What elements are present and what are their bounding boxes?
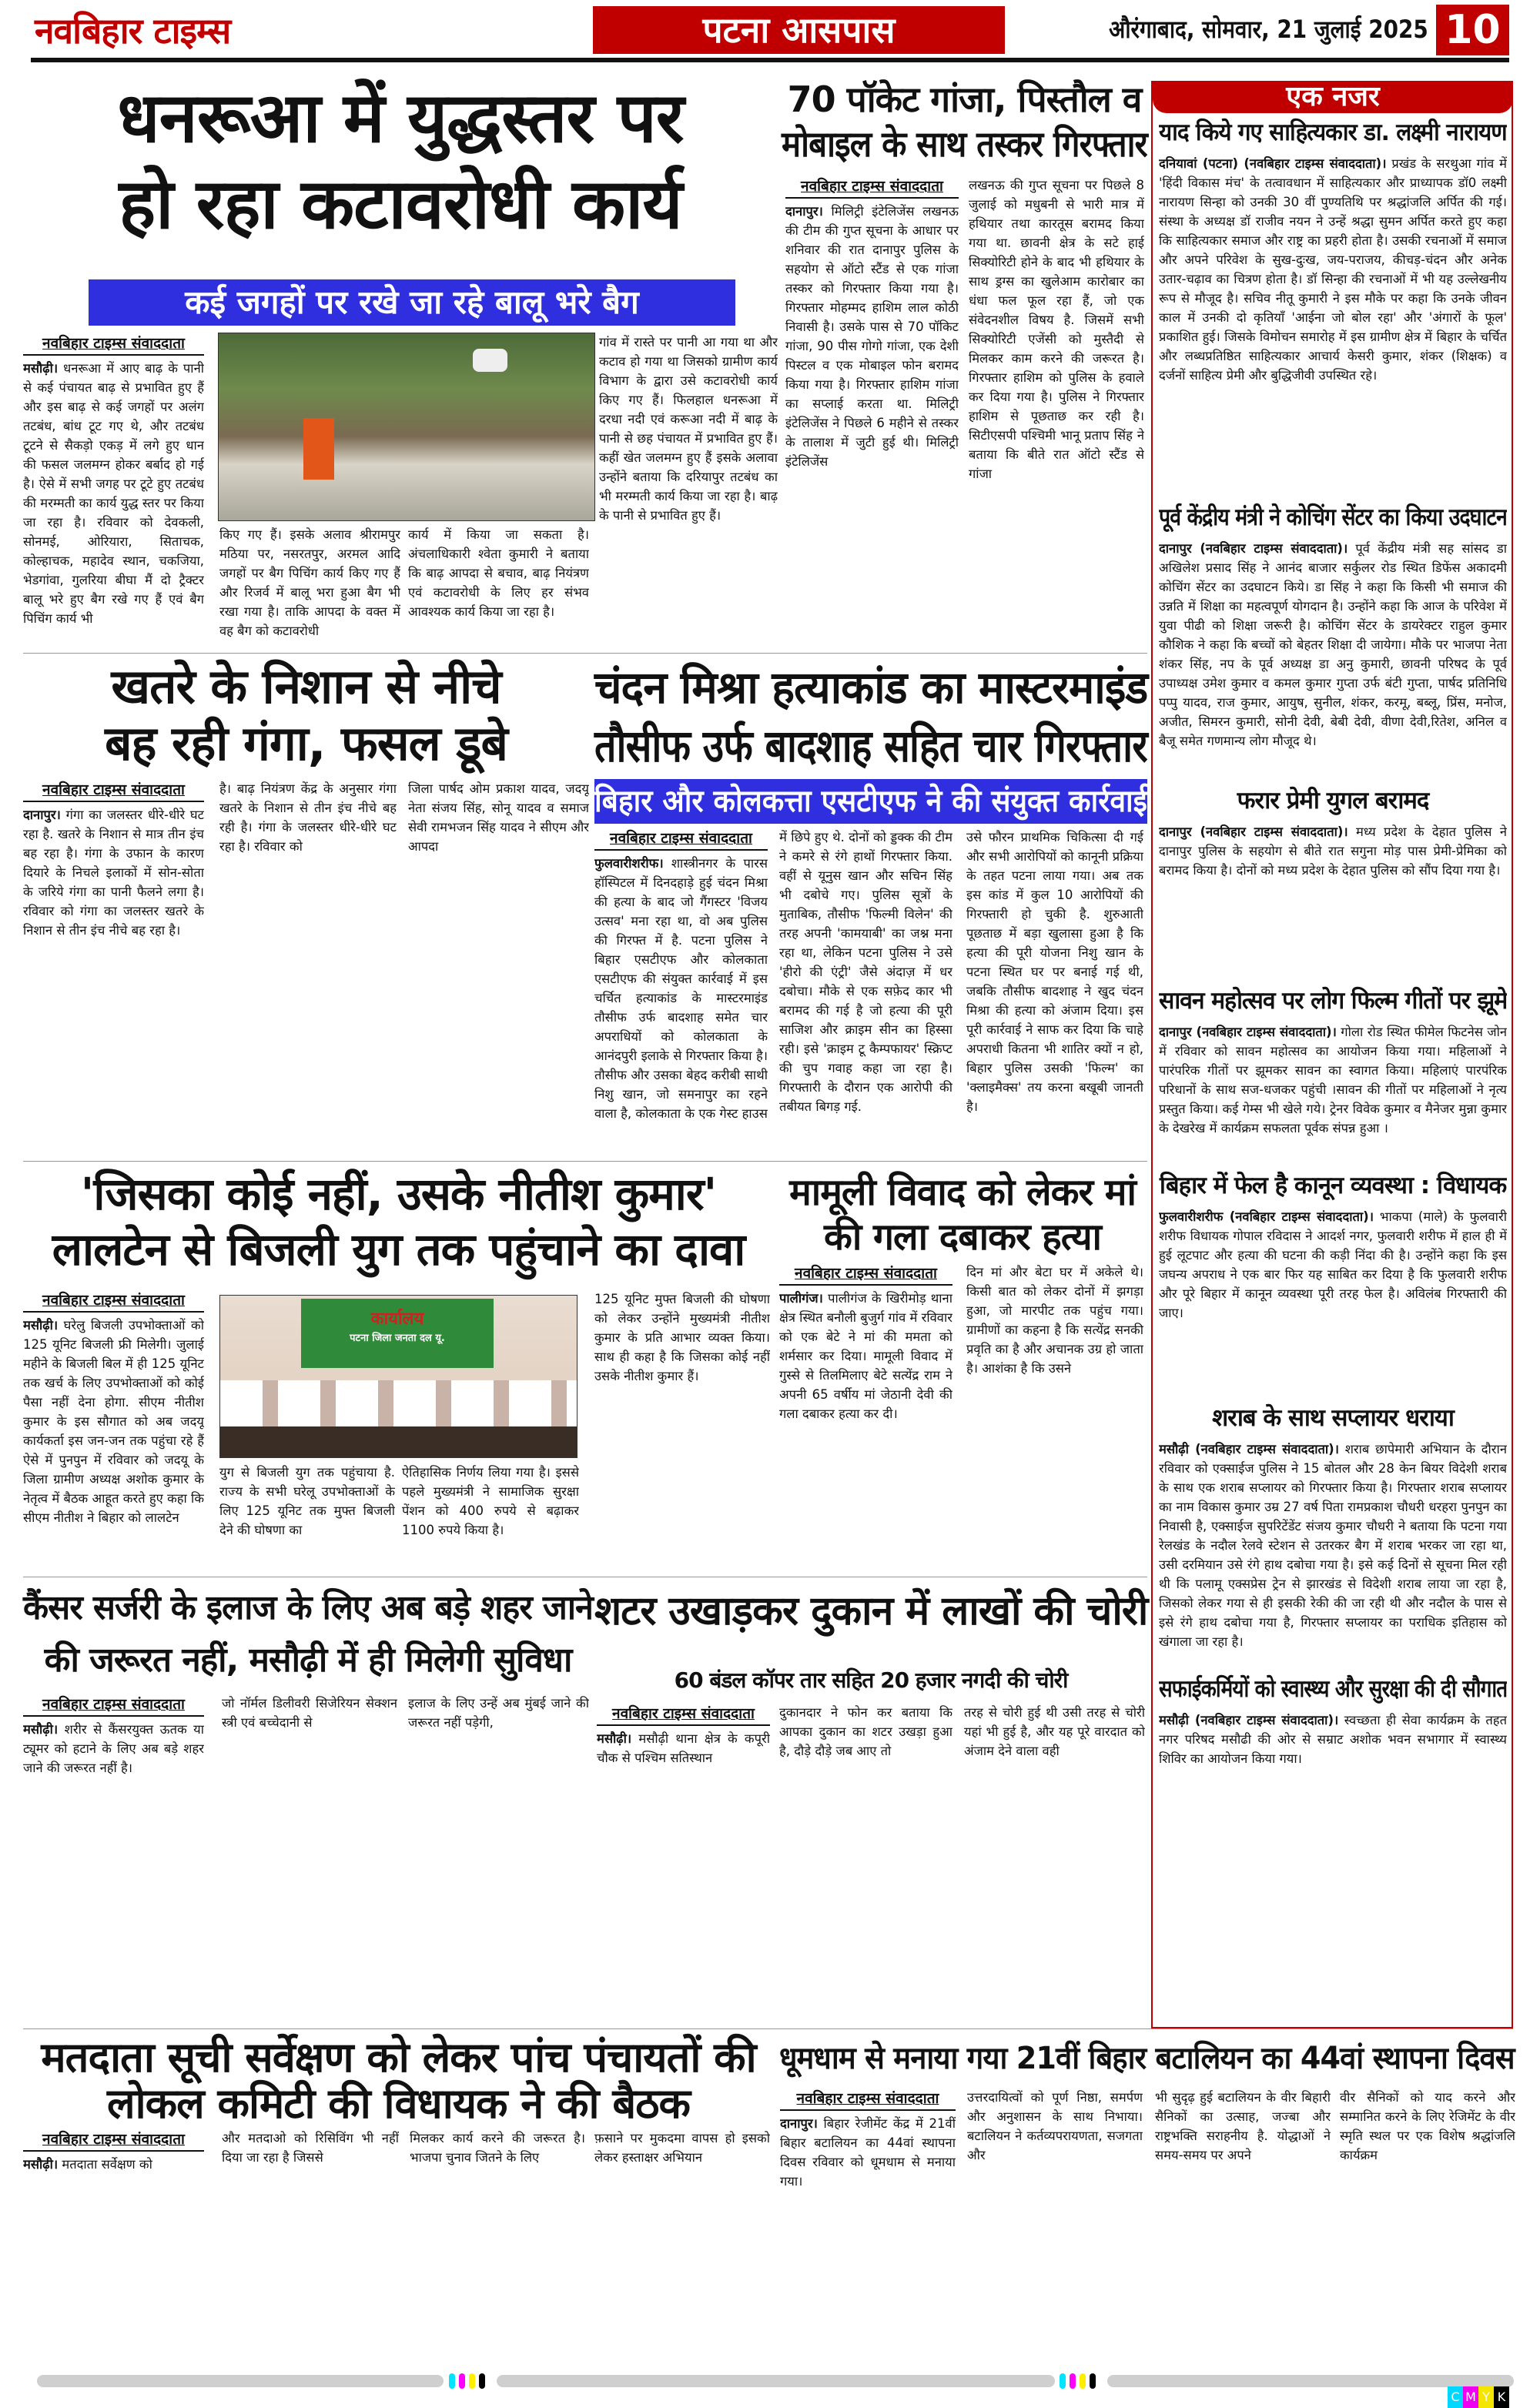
story-body — [1159, 1022, 1507, 1138]
cyan-mark — [449, 2373, 455, 2389]
dateline: मसौढ़ी (नवबिहार टाइम्स संवाददाता)। — [1159, 1713, 1339, 1727]
dateline: दानापुर (नवबिहार टाइम्स संवाददाता)। — [1159, 824, 1348, 839]
headline-line: धनरूआ में युद्धस्तर पर — [117, 78, 684, 159]
body-text: प्रखंड के सरथुआ गांव में 'हिंदी विकास मंच' के तत्वावधान में साहित्यकार और प्राध्यापक डॉ0 लक्ष्मी नारायण सिन्हा को उनकी 30 वीं पुण्यतिथि पर श्रद्धांजलि अर्पित की गई।संस्था के अध्यक्ष डॉ राजीव नयन ने उन्हें श्रद्धा सुमन अर्पित करते हुए कहा कि साहित्यकार समाज और राष्ट्र का प्रहरी होता है। उसकी रचनाओं में समाज और अपने परिवेश के सुख-दुःख, जय-पराजय, कीचड़-चंदन और अनेक उतार-चढ़ाव का चित्रण होता है। डॉ सिन्हा की रचनाओं में भी यह उल्लेखनीय रूप से मौजूद है। सचिव नीतू कुमारी ने इस मौके पर कहा कि उनके जीवन काल में उनकी दो कृतियाँ 'आईना जो बोल रहा' और 'अंगारों के फूल' प्रकाशित हुई। जिसके विमोचन समारोह में इस ग्रामीण क्षेत्र में बिहार के चर्चित और लब्धप्रतिष्ठित साहित्यकार आचार्य केसरी कुमार, शंकर (शिक्षक) व दर्जनों साहित्य प्रेमी और बुद्धिजीवी उपस्थित रहे। — [1159, 156, 1507, 383]
dateline: दनियावां (पटना) (नवबिहार टाइम्स संवाददाता)। — [1159, 156, 1387, 171]
body-text: मतदाता सर्वेक्षण को — [58, 2157, 152, 2172]
story-body — [1159, 154, 1507, 385]
story-body — [1159, 1711, 1507, 1768]
headline-voter — [23, 2035, 774, 2127]
sidebar-story — [1159, 115, 1507, 497]
party-banner — [301, 1299, 494, 1368]
headline-line: 70 पॉकेट गांजा, पिस्तौल व — [787, 79, 1142, 120]
article-column — [23, 779, 204, 1156]
sidebar-story — [1159, 784, 1507, 980]
story-body — [1159, 822, 1507, 880]
headline-line: 'जिसका कोई नहीं, उसके नीतीश कुमार' — [80, 1168, 717, 1220]
article-column — [23, 1289, 204, 1574]
headline-line: मतदाता सूची सर्वेक्षण को लेकर पांच पंचायतों की — [41, 2033, 756, 2082]
article-column: जिला पार्षद ओम प्रकाश यादव, जदयू नेता संजय सिंह, सोनू यादव व समाज सेवी रामभजन सिंह यादव ने सीएम और आपदा — [408, 781, 589, 854]
article-column — [785, 176, 959, 649]
byline: नवबिहार टाइम्स संवाददाता — [785, 176, 959, 199]
article-column: फ़साने पर मुकदमा वापस हो इसको लेकर हस्ताक्षर अभियान — [594, 2131, 770, 2165]
subheadline-text: बिहार और कोलकत्ता एसटीएफ ने की संयुक्त कार्रवाई — [594, 784, 1147, 819]
divider — [23, 2028, 1513, 2029]
body-text: गंगा का जलस्तर धीरे-धीरे घट रहा है. खतरे के निशान से मात्र तीन इंच बह रहा है। गंगा के उफान के कारण दियारे के निचले इलाकों में सोन-सोता के जरिये गंगा का पानी फैलने लगा है। रविवार को गंगा का जलस्तर खतरे के निशान से तीन इंच नीचे बह रहा है। — [23, 808, 204, 938]
dateline: दानापुर। — [785, 204, 823, 219]
dateline: फुलवारीशरीफ। — [594, 856, 664, 871]
dateline: मसौढ़ी। — [597, 1731, 632, 1746]
article-column — [780, 2088, 956, 2359]
byline: नवबिहार टाइम्स संवाददाता — [23, 1694, 204, 1717]
story-headline: फरार प्रेमी युगल बरामद — [1237, 787, 1429, 814]
dateline: मसौढ़ी (नवबिहार टाइम्स संवाददाता)। — [1159, 1442, 1339, 1457]
article-column: भी सुदृढ़ हुई बटालियन के वीर बिहारी सैनिकों का उत्साह, जज्बा और राष्ट्रभक्ति सराहनीय है. योद्धाओं ने समय-समय पर अपने — [1155, 2090, 1331, 2162]
byline: नवबिहार टाइम्स संवाददाता — [779, 1263, 952, 1286]
article-column: दिन मां और बेटा घर में अकेले थे। किसी बात को लेकर दोनों में झगड़ा हुआ, जो मारपीट तक पहुंच गया। ग्रामीणों का कहना है कि सत्येंद्र सनकी प्रवृति का है और अचानक उग्र हो जाता है। आशंका है कि उसने — [966, 1265, 1143, 1376]
body-text: भाकपा (माले) के फुलवारी शरीफ विधायक गोपाल रविदास ने आदर्श नगर, फुलवारी शरीफ में हाल ही में हुई लूटपाट और हत्या की घटना की कड़ी निंदा की है। उन्होंने कहा कि इस जघन्य अपराध ने एक बार फिर यह साबित कर दिया है कि फुलवारी शरीफ और पूरे बिहार में कानून व्यवस्था पूरी तरह फेल है। अविलंब गिरफ्तारी की जाए। — [1159, 1209, 1507, 1320]
registration-bar — [1107, 2375, 1514, 2387]
cmyk-m: M — [1463, 2386, 1478, 2408]
article-column: इलाज के लिए उन्हें अब मुंबई जाने की जरूरत नहीं पड़ेगी, — [408, 1696, 589, 1730]
dateline: मसौढ़ी। — [23, 361, 59, 376]
body-text: शरीर से कैंसरयुक्त ऊतक या ट्यूमर को हटाने के लिए अब बड़े शहर जाने की जरूरत नहीं है। — [23, 1722, 204, 1775]
section-title-box — [593, 6, 1005, 54]
flood-work-photo — [218, 333, 595, 521]
article-column — [597, 1703, 770, 2022]
headline-line: खतरे के निशान से नीचे — [111, 658, 501, 714]
headline-line: तौसीफ उर्फ बादशाह सहित चार गिरफ्तार — [594, 720, 1147, 772]
body-text: घरेलु बिजली उपभोक्ताओं को 125 यूनिट बिजली फ्री मिलेगी। जुलाई महीने के बिजली बिल में ही 125 यूनिट तक खर्च के लिए उपभोक्ताओं को कोई पैसा नहीं देना होगा. सीएम नीतीश कुमार के इस सौगात को अब जदयू कार्यकर्ता इस जन-जन तक पहुंचा रहे हैं ऐसे में पुनपुन में रविवार को जदयू के जिला ग्रामीण अध्यक्ष अशोक कुमार के नेतृत्व में बैठक आहूत करते हुए कहा कि सीएम नीतीश ने बिहार को लालटेन — [23, 1318, 204, 1525]
headline-chandan — [594, 658, 1147, 775]
cmyk-k: K — [1494, 2386, 1509, 2408]
headline-line: लोकल कमिटी की विधायक ने की बैठक — [107, 2079, 690, 2128]
headline-ganja — [782, 77, 1147, 166]
article-column: उसे फौरन प्राथमिक चिकित्सा दी गई और सभी आरोपियों को कानूनी प्रक्रिया के तहत पटना लाया गया। अब तक इस कांड में कुल 10 आरोपियों की गिरफ्तारी हो चुकी है. शुरुआती पूछताछ में बड़ा खुलासा हुआ है कि हत्या की पूरी योजना निशु खान के पटना स्थित घर पर बनाई गई थी, जबकि तौसीफ बादशाह ने खुद चंदन मिश्रा की हत्या को अंजाम दिया। इस पूरी कार्रवाई ने साफ कर दिया कि चाहे अपराधी कितना भी शातिर क्यों न हो, बिहार पुलिस उसकी 'फिल्म' का 'क्लाइमैक्स' तय करना बखूबी जानती है। — [966, 830, 1143, 1114]
subheadline: 60 बंडल कॉपर तार सहित 20 हजार नगदी की चोरी — [674, 1667, 1068, 1693]
story-headline: याद किये गए साहित्यकार डा. लक्ष्मी नारायण — [1159, 119, 1507, 146]
article-column: जो नॉर्मल डिलीवरी सिजेरियन सेक्शन स्त्री एवं बच्चेदानी से — [222, 1696, 397, 1730]
story-body — [1159, 1207, 1507, 1323]
cmyk-c: C — [1448, 2386, 1463, 2408]
byline: नवबिहार टाइम्स संवाददाता — [23, 333, 204, 356]
sidebar-title: एक नजर — [1286, 81, 1380, 112]
photo-sandbag — [473, 349, 507, 372]
cyan-mark — [1060, 2373, 1066, 2389]
dateline: मसौढ़ी। — [23, 1318, 59, 1333]
dateline: दानापुर। — [780, 2116, 818, 2131]
story-headline: सफाईकर्मियों को स्वास्थ्य और सुरक्षा की दी सौगात — [1159, 1675, 1507, 1703]
headline-shutter: शटर उखाड़कर दुकान में लाखों की चोरी — [594, 1588, 1148, 1634]
headline-line: मोबाइल के साथ तस्कर गिरफ्तार — [782, 123, 1147, 165]
dateline: दानापुर। — [23, 808, 61, 822]
byline: नवबिहार टाइम्स संवाददाता — [23, 1289, 204, 1313]
body-text: धनरूआ में आए बाढ़ के पानी से कई पंचायत बाढ़ से प्रभावित हुए हैं और इस बाढ़ से कई जगहों पर अलंग तटबंध, बांध टूट गए थे, और तटबंध टूटने से सैकड़ो एकड़ में लगे हुए धान की फसल जलमग्न होकर बर्बाद हो गई है। ऐसे में सभी जगह पर टूटे हुए तटबंध की मरम्मती का कार्य युद्ध स्तर पर किया जा रहा है। रविवार को देवकली, सोनमई, ओरियारा, सिताचक, कोल्हाचक, महादेव स्थान, चकजिया, भेडगांवा, गुलरिया बीघा मैं दो ट्रैक्टर बालू भरे हुए बैग रखे गए हैं एवं बैग पिचिंग कार्य भी — [23, 361, 204, 626]
headline-line: चंदन मिश्रा हत्याकांड का मास्टरमाइंड — [594, 661, 1148, 714]
headline-cancer — [23, 1582, 593, 1687]
story-headline: शराब के साथ सप्लायर धराया — [1212, 1404, 1454, 1432]
story-body — [1159, 539, 1507, 751]
page-number: 10 — [1436, 5, 1509, 55]
sidebar-title-box — [1153, 81, 1513, 113]
magenta-mark — [459, 2373, 465, 2389]
body-text: स्वच्छता ही सेवा कार्यक्रम के तहत नगर परिषद मसौढी की ओर से सम्राट अशोक भवन सभागार में स्वास्थ्य शिविर का आयोजन किया गया। — [1159, 1713, 1507, 1766]
body-text: शराब छापेमारी अभियान के दौरान रविवार को एक्साईज पुलिस ने 15 बोतल और 28 केन बियर विदेशी शराब के साथ एक शराब सप्लायर को गिरफ्तार किया है। गिरफ्तार शराब सप्लायर का नाम विकास कुमार उम्र 27 वर्ष पिता रामप्रकाश चौधरी धरहरा पुनपुन का निवासी है, एक्साईज सुपरिटेंडेंट संजय कुमार चौधरी ने बताया कि पटना गया रेलखंड के नदौल रेलवे स्टेशन से उतरकर बैग में शराब भरकर जा रहा था, उसी दरमियान उसे रंगे हाथ दबोचा गया है। इसे कई दिनों से सूचना मिल रही थी कि पलामू एक्सप्रेस ट्रेन से झारखंड से विदेशी शराब लाया जा रहा है, जिसको लेकर गया से ही इसकी रेकी की जा रही थी और नदौल के पास से इसे रंगे हाथ दबोचा गया है, गिरफ्तार सप्लायर का पराधिक इतिहास को खंगाला जा रहा है। — [1159, 1442, 1507, 1649]
article-column: उत्तरदायित्वों को पूर्ण निष्ठा, समर्पण और अनुशासन के साथ निभाया। बटालियन ने कर्तव्यपरायणता, सजगता और — [967, 2090, 1143, 2162]
divider — [23, 1161, 1147, 1162]
header-rule — [31, 58, 1509, 62]
article-column: युग से बिजली युग तक पहुंचाया है. राज्य के सभी घरेलू उपभोक्ताओं के लिए 125 यूनिट तक मुफ्त बिजली देने की घोषणा का — [219, 1465, 395, 1537]
article-column: कार्य में किया जा सकता है। अंचलाधिकारी श्वेता कुमारी ने बताया कि बाढ़ आपदा से बचाव, बाढ़ नियंत्रण एवं कटावरोधी के लिए हर संभव आवश्यक कार्य किया जा रहा है। — [408, 527, 589, 619]
sidebar-story — [1159, 500, 1507, 781]
article-column: में छिपे हुए थे. दोनों को ड्डक्क की टीम ने कमरे से रंगे हाथों गिरफ्तार किया. वहीं से यूनुस खान और सचिन सिंह भी दबोचे गए। पुलिस सूत्रों के मुताबिक, तौसीफ 'फिल्मी विलेन' की तरह अपनी 'कामयाबी' का जश्न मना रहा था, लेकिन पटना पुलिस ने उसे 'हीरो की एंट्री' जैसे अंदाज़ में धर दबोचा। मौके से एक सफ़ेद कार भी बरामद की गई है जो हत्या की पूरी साजिश और क्राइम सीन का हिस्सा रही। इसे 'क्राइम टू कैम्पफायर' स्क्रिप्ट की चुप गवाह कहा जा रहा है। गिरफ्तारी के दौरान एक आरोपी की तबीयत बिगड़ गई. — [779, 830, 952, 1114]
sidebar-story — [1159, 1672, 1507, 2022]
cmyk-y: Y — [1478, 2386, 1494, 2408]
photo-figure — [303, 418, 334, 480]
story-headline: पूर्व केंद्रीय मंत्री ने कोचिंग सेंटर का किया उदघाटन — [1159, 503, 1507, 531]
story-body — [1159, 1440, 1507, 1651]
headline-line: की जरूरत नहीं, मसौढ़ी में ही मिलेगी सुविधा — [44, 1640, 572, 1680]
headline-nitish — [23, 1166, 774, 1277]
registration-bar — [37, 2375, 444, 2387]
article-column — [23, 1694, 204, 2021]
dateline: पालीगंज। — [779, 1291, 823, 1306]
headline-line: मामूली विवाद को लेकर मां — [789, 1171, 1136, 1214]
black-mark — [1090, 2373, 1096, 2389]
article-column: लखनऊ की गुप्त सूचना पर पिछले 8 जुलाई को मधुबनी से भारी मात्र में हथियार तथा कारतूस बरामद किया गया था. छावनी क्षेत्र के सटे हाई सिक्योरिटी होने के बाद भी हथियार के साथ ड्रग्स का खुलेआम कारोबार का धंधा फल फूल रहा हैं, जो एक संवेदनशील विषय है. जिसमें सभी सिक्योरिटी एजेंसी को मुस्तैदी से मिलकर काम करने की जरूरत है। गिरफ्तार हाशिम को पुलिस के हवाले कर दिया गया है। पुलिस ने गिरफ्तार हाशिम से पूछताछ कर रही है। सिटीएसपी पश्चिमी भानू प्रताप सिंह ने बताया कि बीते रात ऑटो स्टैंड से गांजा — [969, 178, 1144, 481]
section-title: पटना आसपास — [702, 9, 896, 51]
yellow-mark — [1080, 2373, 1086, 2389]
subheadline-banner — [594, 779, 1147, 824]
article-column — [779, 1263, 952, 1570]
dateline: फुलवारीशरीफ (नवबिहार टाइम्स संवाददाता)। — [1159, 1209, 1374, 1224]
article-column: और मतदाओ को रिसिविंग भी नहीं दिया जा रहा है जिससे — [222, 2131, 399, 2165]
banner-text: कार्यालय — [370, 1309, 424, 1329]
body-text: मिलिट्री इंटेलिजेंस लखनऊ की टीम की गुप्त सूचना के आधार पर शनिवार की रात दानापुर पुलिस के सहयोग से ऑटो स्टैंड से एक गांजा तस्कर को गिरफ्तार किया गया है। गिरफ्तार मोहम्मद हाशिम लाल कोठी निवासी है। उसके पास से 70 पॉकिट गांजा, 90 पीस गोगो गांजा, एक देशी पिस्टल व एक मोबाइल फोन बरामद किया गया है। गिरफ्तार हाशिम गांजा का सप्लाई करता था. मिलिट्री इंटेलिजेंस ने पिछले 6 महीने से तस्कर के तालाश में जुटी हुई थी। मिलिट्री इंटेलिजेंस — [785, 204, 959, 469]
article-column: किए गए हैं। इसके अलाव श्रीरामपुर मठिया पर, नसरतपुर, अरमल आदि जगहों पर बैग पिचिंग कार्य किए गए हैं और रिजर्व में बालू भरा हुआ बैग भी रखा गया है। ताकि आपदा के वक्त में वह बैग को कटावरोधी — [219, 527, 400, 638]
black-mark — [479, 2373, 485, 2389]
body-text: पूर्व केंद्रीय मंत्री सह सांसद डा अखिलेश प्रसाद सिंह ने आनंद बाजार सर्कुलर रोड स्थित डिफेंस अकादमी कोचिंग सेंटर का उदघाटन किये। डा सिंह ने कहा कि किसी भी समाज की उन्नति में शिक्षा का महत्वपूर्ण योगदान है। उन्होंने कहा कि आज के परिवेश में युवा पीढी को शिक्षा जरूरी है। कोचिंग सेंटर के डायरेक्टर राहुल कुमार कौशिक ने कहा कि बच्चों को बेहतर शिक्षा दी जायेगा। मौके पर भाजपा नेता शंकर सिंह, नप के पूर्व अध्यक्ष डा अनु कुमारी, छावनी परिषद के पूर्व उपाध्यक्ष उमेश कुमार व कमल कुमार गुप्ता उर्फ बंटी गुप्ता, पार्षद प्रतिनिधि पप्पु यादव, राज कुमार, आयुष, सुनील, शंकर, करमू, बब्लू, प्रिंस, मनोज, अजीत, सिमरन कुमारी, सोनी देवी, बेबी देवी, वीणा देवी,रितेश, अनिल व बैजू समेत गणमान्य लोग मौजूद थे। — [1159, 541, 1507, 748]
byline: नवबिहार टाइम्स संवाददाता — [594, 828, 768, 851]
headline-mamuli — [778, 1170, 1147, 1259]
byline: नवबिहार टाइम्स संवाददाता — [780, 2088, 956, 2111]
magenta-mark — [1070, 2373, 1076, 2389]
body-text: गोला रोड स्थित फीमेल फिटनेस जोन में रविवार को सावन महोत्सव का आयोजन किया गया। महिलाओं ने पारंपरिक गीतों पर झूमकर सावन का स्वागत किया। महिलाएं पारपंरिक परिधानों के साथ सज-धजकर पहुंची ।सावन की गीतों पर महिलाओं ने नृत्य प्रस्तुत किया। कई गेम्स भी खेले गये। ट्रेनर विवेक कुमार व मैनेजर मुन्ना कुमार के देखरेख में कार्यक्रम सफलता पूर्वक संपन्न हुआ । — [1159, 1025, 1507, 1135]
headline-dhanrua — [23, 75, 778, 248]
dateline: दानापुर (नवबिहार टाइम्स संवाददाता)। — [1159, 1025, 1337, 1039]
article-column: तरह से चोरी हुई थी उसी तरह से चोरी यहां भी हुई है, और यह पूरे वारदात को अंजाम देने वाला वही — [964, 1705, 1145, 1758]
press-meet-photo — [219, 1295, 578, 1458]
registration-bar — [497, 2375, 1055, 2387]
sidebar-story — [1159, 1169, 1507, 1397]
body-text: बिहार रेजीमेंट केंद्र में 21वीं बिहार बटालियन का 44वां स्थापना दिवस रविवार को धूमधाम से मनाया गया। — [780, 2116, 956, 2189]
subheadline-text: कई जगहों पर रखे जा रहे बालू भरे बैग — [185, 283, 639, 321]
article-column: 125 यूनिट मुफ्त बिजली की घोषणा को लेकर उन्होंने मुख्यमंत्री नीतीश कुमार के प्रति आभार व्यक्त किया। साथ ही कहा है कि जिसका कोई नहीं उसके नीतीश कुमार हैं। — [594, 1292, 770, 1383]
body-text: मध्य प्रदेश के देहात पुलिस ने दानापुर पुलिस के सहयोग से बीते रात सगुना मोड़ पास प्रेमी-प्रेमिका को बरामद किया है। दोनों को मध्य प्रदेश के देहात पुलिस को सौंप दिया गया है। — [1159, 824, 1507, 878]
byline: नवबिहार टाइम्स संवाददाता — [597, 1703, 770, 1726]
divider — [23, 653, 1147, 654]
headline-line: हो रहा कटावरोधी कार्य — [119, 164, 682, 245]
article-column: दुकानदार ने फोन कर बताया कि आपका दुकान का शटर उखड़ा हुआ है, दौड़े दौड़े जब आए तो — [779, 1705, 952, 1758]
issue-date: औरंगाबाद, सोमवार, 21 जुलाई 2025 — [1109, 15, 1428, 44]
body-text: शास्त्रीनगर के पारस हॉस्पिटल में दिनदहाड़े हुई चंदन मिश्रा की हत्या के बाद जो गैंगस्टर 'विजय उत्सव' मना रहा था, वो अब पुलिस की गिरफ्त में है. पटना पुलिस ने बिहार एसटीएफ और कोलकाता एसटीएफ की संयुक्त कार्रवाई में इस चर्चित हत्याकांड के मास्टरमाइंड तौसीफ उर्फ बादशाह समेत चार अपराधियों को कोलकाता के आनंदपुरी इलाके से गिरफ्तार किया है। तौसीफ और उसका बेहद करीबी साथी निशु खान, जो समनापुर का रहने वाला है, कोलकाता के एक गेस्ट हाउस — [594, 856, 768, 1121]
banner-text: पटना जिला जनता दल यू. — [350, 1333, 445, 1344]
article-column: मिलकर कार्य करने की जरूरत है। भाजपा चुनाव जितने के लिए — [410, 2131, 585, 2165]
subheadline-banner — [89, 279, 735, 326]
headline-line: बह रही गंगा, फसल डूबे — [105, 715, 507, 771]
article-column — [594, 828, 768, 1155]
sidebar-story — [1159, 984, 1507, 1162]
sidebar-story — [1159, 1401, 1507, 1667]
article-column — [23, 2129, 204, 2360]
story-headline: सावन महोत्सव पर लोग फिल्म गीतों पर झूमे — [1159, 987, 1507, 1015]
headline-battalion: धूमधाम से मनाया गया 21वीं बिहार बटालियन का 44वां स्थापना दिवस — [779, 2041, 1515, 2076]
article-column — [23, 333, 204, 648]
article-column: वीर सैनिकों को याद करने और सम्मानित करने के लिए रेजिमेंट के वीर स्मृति स्थल पर एक विशेष श्रद्धांजलि कार्यक्रम — [1340, 2090, 1515, 2162]
dateline: दानापुर (नवबिहार टाइम्स संवाददाता)। — [1159, 541, 1348, 556]
body-text: पालीगंज के खिरीमोड़ थाना क्षेत्र स्थित बनौली बुजुर्ग गांव में रविवार को एक बेटे ने मां की ममता को शर्मसार कर दिया। मामूली विवाद में गुस्से से तिलमिलाए बेटे सत्येंद्र राम ने अपनी 65 वर्षीय मां जेठानी देवी की गला दबाकर हत्या कर दी। — [779, 1291, 952, 1421]
article-column: गांव में रास्ते पर पानी आ गया था और कटाव हो गया था जिसको ग्रामीण कार्य विभाग के द्वारा उसे कटावरोधी कार्य किए गए हैं। फिलहाल धनरूआ में दरधा नदी एवं करूआ नदी में बाढ़ के पानी से छह पंचायत में प्रभावित हुए हैं। कहीं खेत जलमग्न हुए हैं इसके अलावा उन्होंने बताया कि दरियापुर तटबंध का भी मरम्मती कार्य किया जा रहा है। बाढ़ के पानी से प्रभावित हुए हैं। — [599, 335, 778, 523]
article-column: ऐतिहासिक निर्णय लिया गया है। इससे पहले मुख्यमंत्री ने सामाजिक सुरक्षा पेंशन को 400 रुपये से बढ़ाकर 1100 रुपये किया है। — [402, 1465, 579, 1537]
story-headline: बिहार में फेल है कानून व्यवस्था : विधायक — [1159, 1172, 1507, 1199]
article-column: है। बाढ़ नियंत्रण केंद्र के अनुसार गंगा खतरे के निशान से तीन इंच नीचे बह रही है। गंगा के जलस्तर धीरे-धीरे घट रहा है। रविवार को — [219, 781, 397, 854]
byline: नवबिहार टाइम्स संवाददाता — [23, 2129, 204, 2152]
masthead-logo: नवबिहार टाइम्स — [35, 10, 231, 52]
headline-line: कैंसर सर्जरी के इलाज के लिए अब बड़े शहर जाने — [23, 1588, 593, 1627]
body-text: मसौढ़ी थाना क्षेत्र के कपूरी चौक से पश्चिम सतिस्थान — [597, 1731, 770, 1765]
photo-people — [220, 1380, 578, 1426]
yellow-mark — [469, 2373, 475, 2389]
dateline: मसौढ़ी। — [23, 1722, 59, 1737]
byline: नवबिहार टाइम्स संवाददाता — [23, 779, 204, 802]
headline-line: की गला दबाकर हत्या — [824, 1216, 1101, 1259]
headline-ganga — [23, 658, 589, 772]
dateline: मसौढ़ी। — [23, 2157, 59, 2172]
headline-line: लालटेन से बिजली युग तक पहुंचाने का दावा — [52, 1223, 745, 1276]
photo-table — [220, 1426, 578, 1458]
